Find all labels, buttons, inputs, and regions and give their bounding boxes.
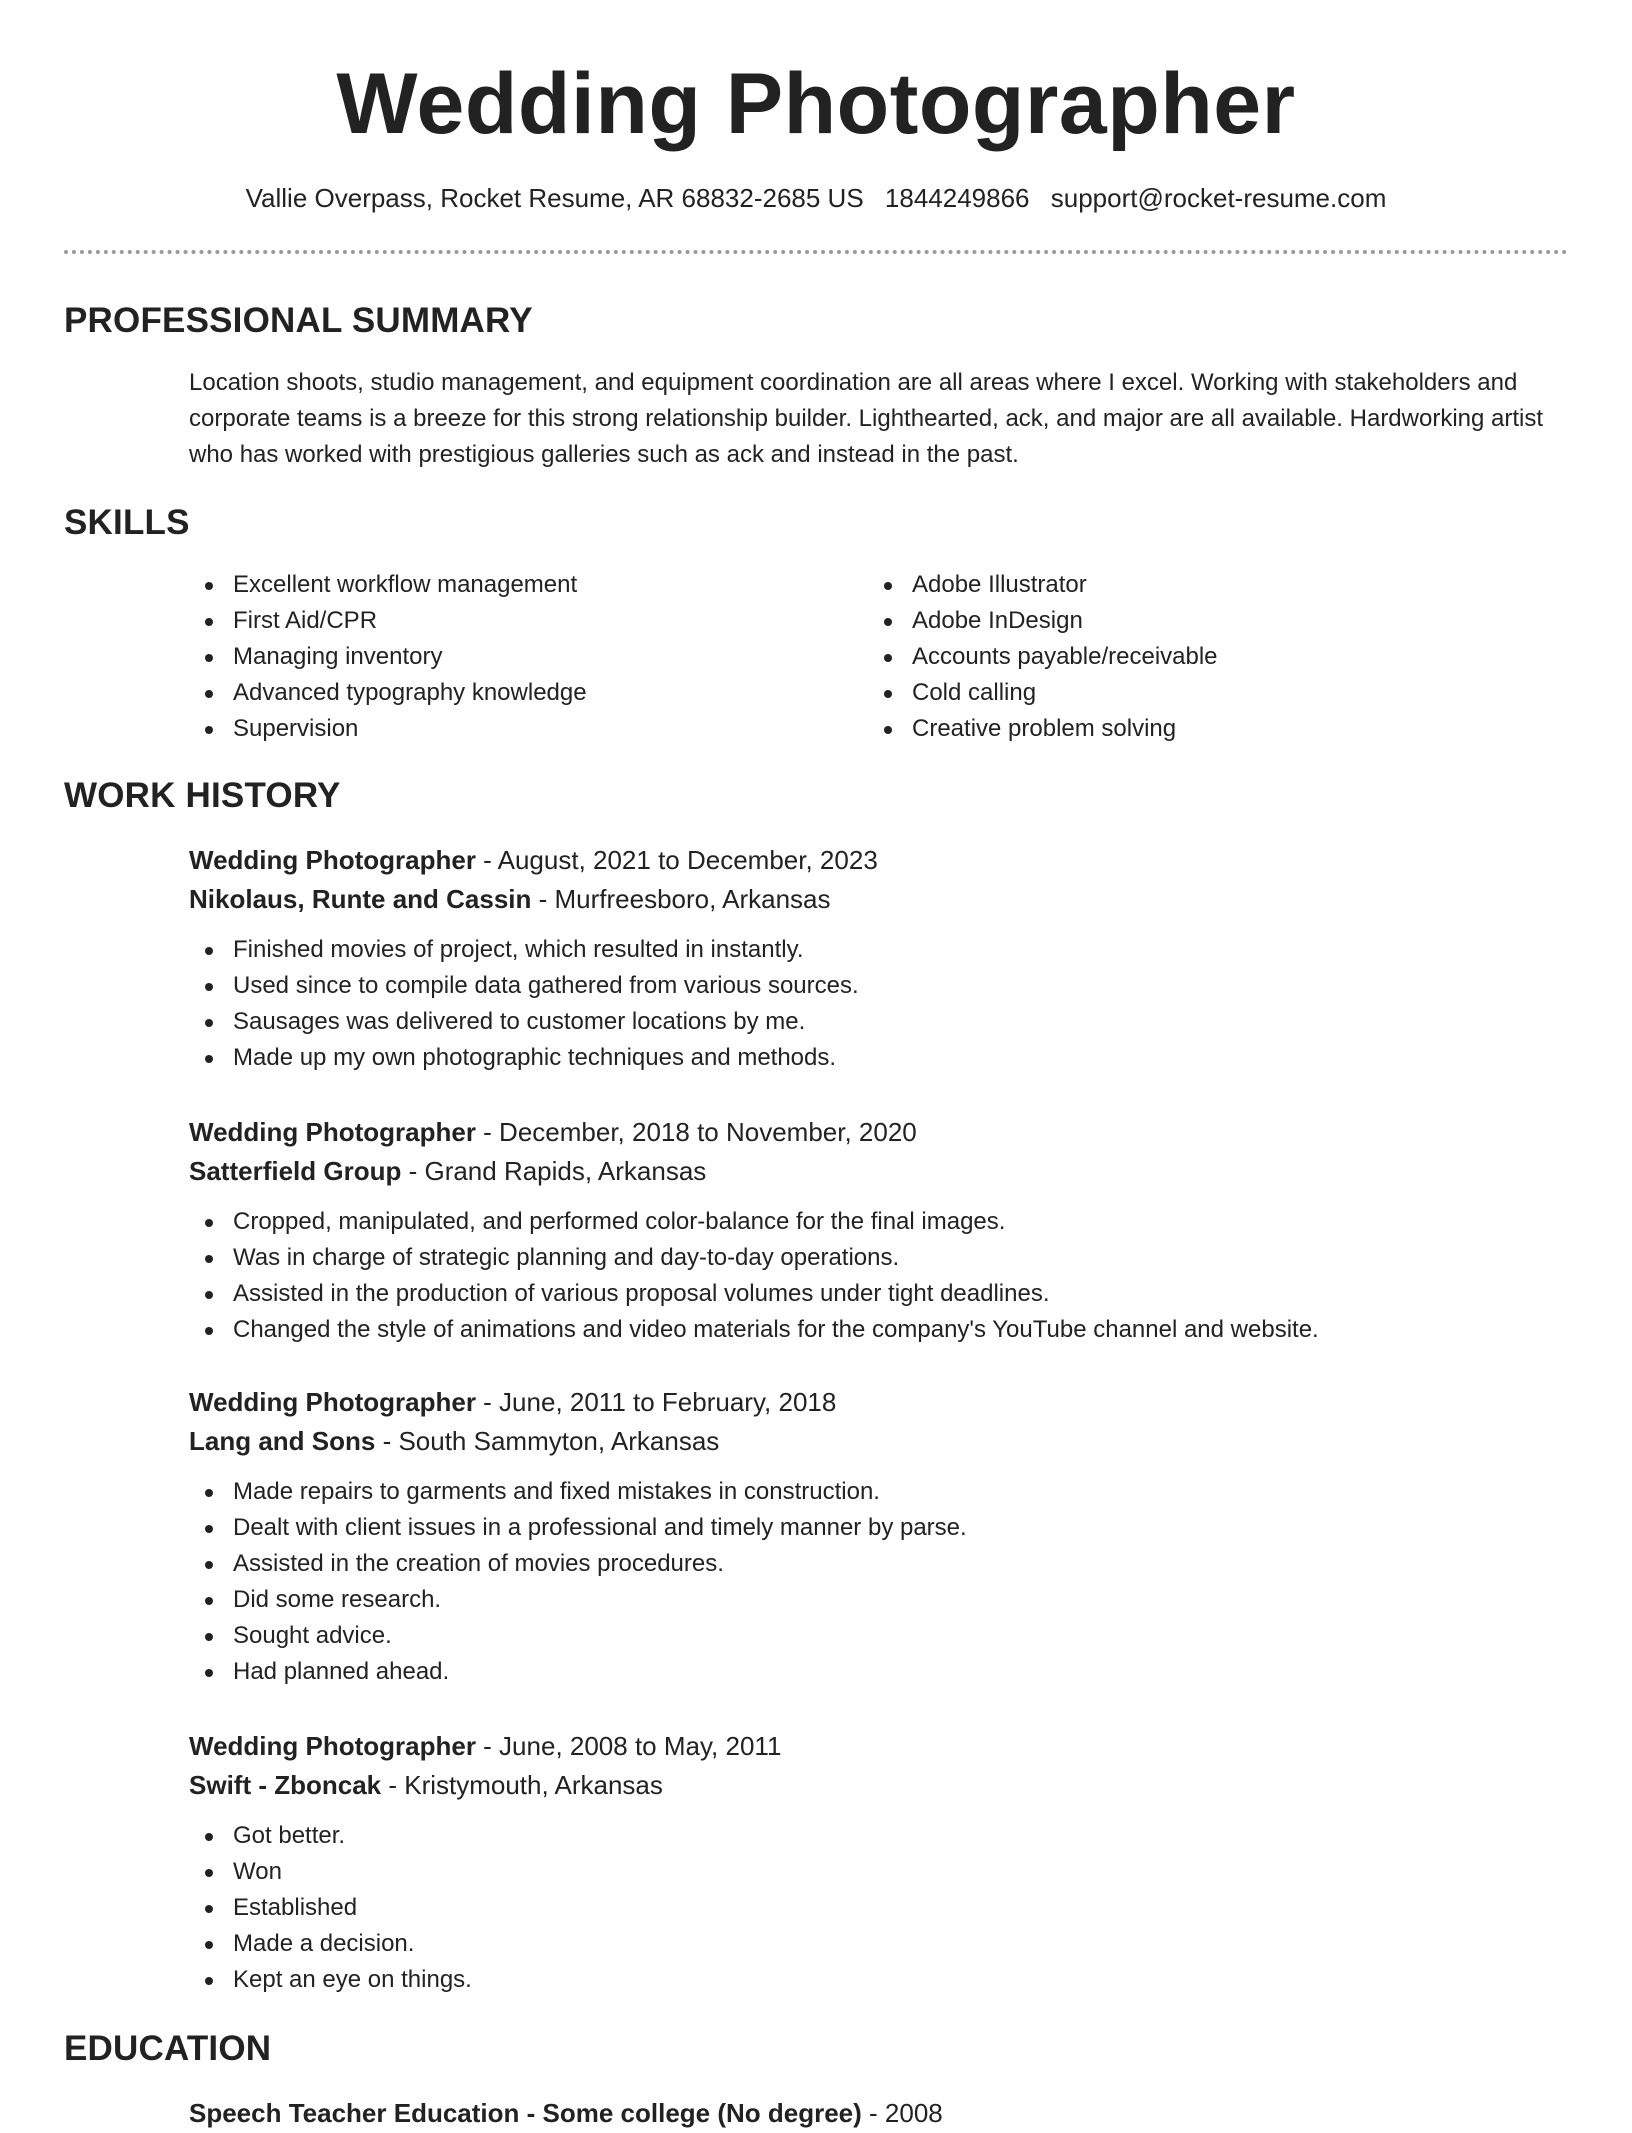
job-company: Nikolaus, Runte and Cassin xyxy=(189,884,532,914)
job-bullet: Used since to compile data gathered from various sources. xyxy=(189,968,1569,1004)
job-location: - Kristymouth, Arkansas xyxy=(381,1770,663,1800)
job-bullet: Cropped, manipulated, and performed color-balance for the final images. xyxy=(189,1204,1569,1240)
job-bullet: Sought advice. xyxy=(189,1618,1569,1654)
contact-email: support@rocket-resume.com xyxy=(1050,183,1387,213)
skill-item: Creative problem solving xyxy=(868,711,1218,747)
skill-item: Adobe InDesign xyxy=(868,603,1218,639)
job-role: Wedding Photographer xyxy=(189,845,476,875)
job-bullet: Sausages was delivered to customer locations by me. xyxy=(189,1004,1569,1040)
job-entry xyxy=(189,1383,1569,1690)
skills-column-right xyxy=(868,567,1218,747)
job-entry xyxy=(189,1727,1569,1998)
job-bullet: Assisted in the production of various proposal volumes under tight deadlines. xyxy=(189,1276,1569,1312)
header-divider xyxy=(64,250,1568,254)
job-bullet: Assisted in the creation of movies procedures. xyxy=(189,1546,1569,1582)
skill-item: Excellent workflow management xyxy=(189,567,587,603)
job-dates: - June, 2008 to May, 2011 xyxy=(475,1731,782,1761)
education-year: - 2008 xyxy=(861,2098,943,2128)
job-title-line xyxy=(189,1383,1569,1422)
skill-item: Managing inventory xyxy=(189,639,587,675)
job-entry xyxy=(189,1113,1569,1348)
skill-item: Cold calling xyxy=(868,675,1218,711)
job-bullet: Made a decision. xyxy=(189,1926,1569,1962)
summary-text: Location shoots, studio management, and equipment coordination are all areas where I excel. Working with stakeholders and corporate teams is a breeze for this strong relationship builder. Lighthearted, ack, and major are all available. Hardworking artist who has worked with prestigious galleries such as ack and instead in the past. xyxy=(189,369,1544,468)
job-bullet: Did some research. xyxy=(189,1582,1569,1618)
job-bullet: Dealt with client issues in a professional and timely manner by parse. xyxy=(189,1510,1569,1546)
skill-item: Advanced typography knowledge xyxy=(189,675,587,711)
job-entry xyxy=(189,841,1569,1076)
job-bullet: Finished movies of project, which resulted in instantly. xyxy=(189,932,1569,968)
job-role: Wedding Photographer xyxy=(189,1117,476,1147)
job-location: - Murfreesboro, Arkansas xyxy=(531,884,831,914)
job-bullet: Changed the style of animations and video materials for the company's YouTube channel and website. xyxy=(189,1312,1569,1348)
job-company: Lang and Sons xyxy=(189,1426,376,1456)
job-company-line xyxy=(189,1152,1569,1191)
skill-item: Supervision xyxy=(189,711,587,747)
resume-name-heading: Wedding Photographer xyxy=(336,56,1296,152)
skills-heading: SKILLS xyxy=(64,503,190,542)
job-title-line xyxy=(189,841,1569,880)
summary-heading: PROFESSIONAL SUMMARY xyxy=(64,301,533,340)
job-bullet: Established xyxy=(189,1890,1569,1926)
job-title-line xyxy=(189,1113,1569,1152)
contact-line xyxy=(0,180,1632,216)
job-bullet: Kept an eye on things. xyxy=(189,1962,1569,1998)
skills-column-left xyxy=(189,567,587,747)
job-role: Wedding Photographer xyxy=(189,1731,476,1761)
education-entry xyxy=(189,2094,943,2133)
job-location: - Grand Rapids, Arkansas xyxy=(401,1156,707,1186)
job-location: - South Sammyton, Arkansas xyxy=(375,1426,720,1456)
job-company-line xyxy=(189,880,1569,919)
education-heading: EDUCATION xyxy=(64,2029,272,2068)
job-bullet: Was in charge of strategic planning and day-to-day operations. xyxy=(189,1240,1569,1276)
contact-phone: 1844249866 xyxy=(884,183,1030,213)
skill-item: Accounts payable/receivable xyxy=(868,639,1218,675)
job-company-line xyxy=(189,1422,1569,1461)
job-company-line xyxy=(189,1766,1569,1805)
job-bullet: Won xyxy=(189,1854,1569,1890)
job-dates: - August, 2021 to December, 2023 xyxy=(475,845,878,875)
job-bullet: Got better. xyxy=(189,1818,1569,1854)
job-dates: - December, 2018 to November, 2020 xyxy=(475,1117,917,1147)
job-bullet: Made repairs to garments and fixed mistakes in construction. xyxy=(189,1474,1569,1510)
skill-item: First Aid/CPR xyxy=(189,603,587,639)
job-role: Wedding Photographer xyxy=(189,1387,476,1417)
education-degree: Speech Teacher Education - Some college (No degree) xyxy=(189,2098,862,2128)
work-history-heading: WORK HISTORY xyxy=(64,776,341,815)
job-bullet: Made up my own photographic techniques and methods. xyxy=(189,1040,1569,1076)
job-company: Satterfield Group xyxy=(189,1156,402,1186)
skill-item: Adobe Illustrator xyxy=(868,567,1218,603)
job-company: Swift - Zboncak xyxy=(189,1770,382,1800)
job-title-line xyxy=(189,1727,1569,1766)
contact-address: Vallie Overpass, Rocket Resume, AR 68832-2685 US xyxy=(245,183,864,213)
job-dates: - June, 2011 to February, 2018 xyxy=(475,1387,837,1417)
job-bullet: Had planned ahead. xyxy=(189,1654,1569,1690)
